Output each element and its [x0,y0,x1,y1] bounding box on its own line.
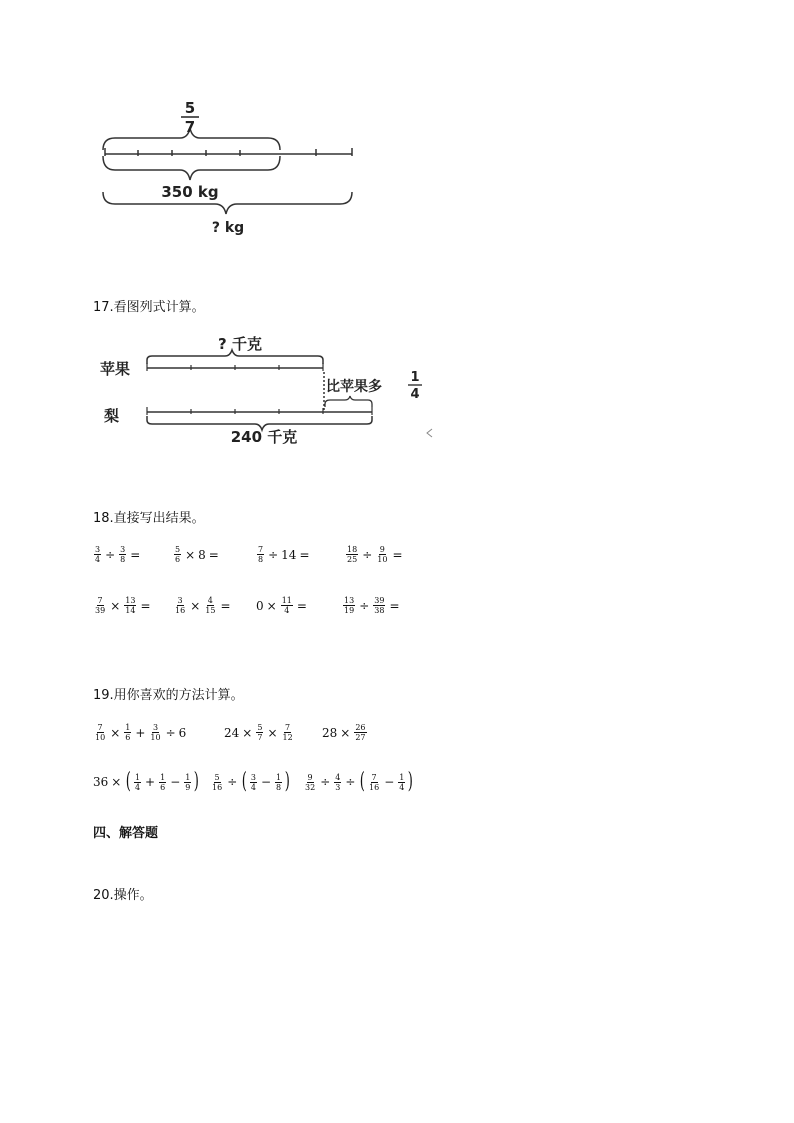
extra-brace [325,396,372,407]
q18-expr-2: $\frac{5}{6}$ × 8 = [175,545,219,564]
question-20-title: 20.操作。 [93,888,153,903]
q18-expr-8: $\frac{13}{19}$ ÷ $\frac{39}{38}$ = [344,596,400,615]
compare-frac-den: 4 [410,387,420,402]
q19-expr-1: $\frac{7}{10}$ × $\frac{1}{6}$ + $\frac{3}{10}$ ÷ 6 [95,723,187,742]
section-4-title: 四、解答题 [93,826,159,841]
q18-expr-1: $\frac{3}{4}$ ÷ $\frac{3}{8}$ = [95,545,141,564]
diagram-apple-pear [0,0,794,480]
q18-expr-7: 0 × $\frac{11}{4}$ = [256,596,307,615]
stray-arrow-mark [427,429,432,437]
compare-frac-num: 1 [410,370,420,385]
compare-label: 比苹果多 [326,379,382,395]
q19-expr-3: 28 × $\frac{26}{27}$ [322,723,366,742]
fraction-numerator: 5 [184,99,196,117]
question-19-title: 19.用你喜欢的方法计算。 [93,688,244,703]
q18-expr-5: $\frac{7}{39}$ × $\frac{13}{14}$ = [95,596,151,615]
q19-expr-4: 36 × ( $\frac{1}{4}$ + $\frac{1}{6}$ − $\frac{1}{9}$ ) [93,769,200,794]
q18-expr-6: $\frac{3}{16}$ × $\frac{4}{15}$ = [175,596,231,615]
q18-expr-3: $\frac{7}{8}$ ÷ 14 = [258,545,310,564]
question-17-title: 17.看图列式计算。 [93,300,205,315]
label-350kg: 350 kg [161,183,219,201]
apple-top-label: ? 千克 [218,335,262,353]
pear-label: 梨 [104,407,120,425]
q19-expr-6: $\frac{9}{32}$ ÷ $\frac{4}{3}$ ÷ ( $\frac{7}{16}$ − $\frac{1}{4}$ ) [305,769,414,794]
q19-expr-2: 24 × $\frac{5}{7}$ × $\frac{7}{12}$ [224,723,293,742]
apple-label: 苹果 [100,360,131,378]
question-18-title: 18.直接写出结果。 [93,511,205,526]
label-unknown-kg: ? kg [211,220,245,236]
pear-bottom-label: 240 千克 [230,428,298,446]
fraction-denominator: 7 [184,118,196,136]
q19-expr-5: $\frac{5}{16}$ ÷ ( $\frac{3}{4}$ − $\frac{1}{8}$ ) [212,769,290,794]
q18-expr-4: $\frac{18}{25}$ ÷ $\frac{9}{10}$ = [347,545,403,564]
